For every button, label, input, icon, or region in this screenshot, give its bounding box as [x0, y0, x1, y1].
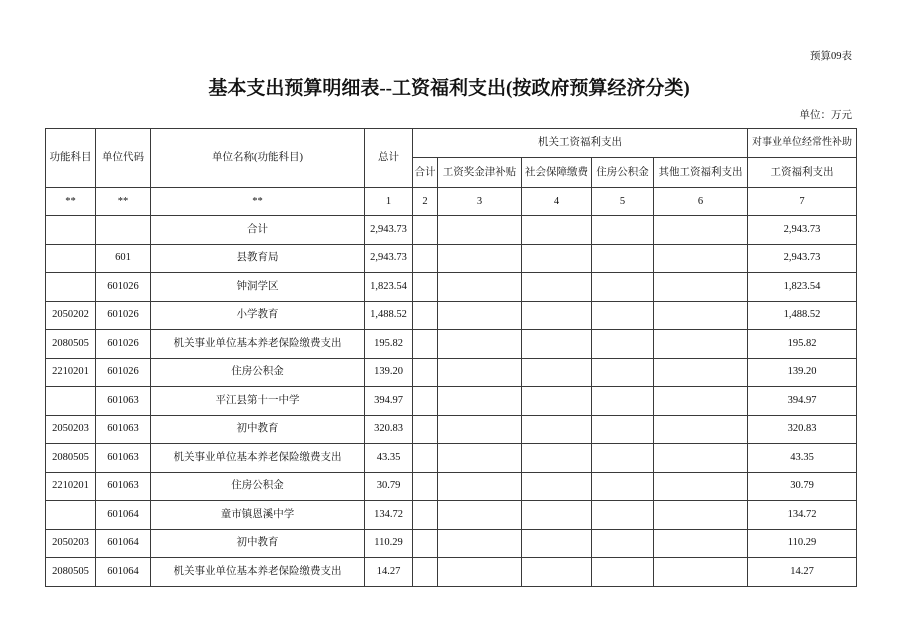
- cell-unit-name: 机关事业单位基本养老保险缴费支出: [151, 558, 365, 587]
- cell-other-welfare: [654, 216, 748, 245]
- cell-social-security: [522, 244, 592, 273]
- cell-institution-welfare: 2,943.73: [748, 216, 857, 245]
- cell-housing-fund: [592, 472, 654, 501]
- cell-other-welfare: 6: [654, 188, 748, 216]
- cell-total: 1: [365, 188, 413, 216]
- cell-total: 2,943.73: [365, 244, 413, 273]
- cell-unit-code: 601063: [96, 472, 151, 501]
- header-subtotal: 合计: [413, 158, 438, 188]
- cell-housing-fund: [592, 358, 654, 387]
- cell-total: 139.20: [365, 358, 413, 387]
- cell-subtotal: [413, 301, 438, 330]
- header-housing-fund: 住房公积金: [592, 158, 654, 188]
- cell-institution-welfare: 1,488.52: [748, 301, 857, 330]
- cell-total: 14.27: [365, 558, 413, 587]
- cell-other-welfare: [654, 273, 748, 302]
- cell-func-subject: 2080505: [46, 444, 96, 473]
- header-unit-name: 单位名称(功能科目): [151, 129, 365, 188]
- table-row: [46, 358, 857, 387]
- cell-institution-welfare: 1,823.54: [748, 273, 857, 302]
- header-func-subject: 功能科目: [46, 129, 96, 188]
- cell-wage-bonus: [438, 387, 522, 416]
- cell-unit-code: 601026: [96, 301, 151, 330]
- cell-other-welfare: [654, 472, 748, 501]
- cell-unit-code: 601026: [96, 330, 151, 359]
- cell-wage-bonus: [438, 358, 522, 387]
- table-row: [46, 330, 857, 359]
- cell-social-security: [522, 358, 592, 387]
- cell-other-welfare: [654, 558, 748, 587]
- header-wage-bonus: 工资奖金津补贴: [438, 158, 522, 188]
- cell-subtotal: 2: [413, 188, 438, 216]
- cell-social-security: [522, 330, 592, 359]
- cell-housing-fund: 5: [592, 188, 654, 216]
- cell-unit-name: 初中教育: [151, 415, 365, 444]
- cell-institution-welfare: 43.35: [748, 444, 857, 473]
- cell-other-welfare: [654, 301, 748, 330]
- cell-unit-name: 县教育局: [151, 244, 365, 273]
- cell-total: 2,943.73: [365, 216, 413, 245]
- cell-institution-welfare: 14.27: [748, 558, 857, 587]
- header-total: 总计: [365, 129, 413, 188]
- header-institution-welfare: 工资福利支出: [748, 158, 857, 188]
- cell-total: 43.35: [365, 444, 413, 473]
- cell-wage-bonus: [438, 558, 522, 587]
- cell-subtotal: [413, 273, 438, 302]
- cell-institution-welfare: 320.83: [748, 415, 857, 444]
- cell-func-subject: 2050202: [46, 301, 96, 330]
- table-row: [46, 301, 857, 330]
- cell-unit-code: 601063: [96, 387, 151, 416]
- table-row: [46, 444, 857, 473]
- header-unit-code: 单位代码: [96, 129, 151, 188]
- cell-social-security: [522, 387, 592, 416]
- table-header: [46, 129, 857, 188]
- cell-social-security: [522, 216, 592, 245]
- cell-unit-name: 童市镇恩溪中学: [151, 501, 365, 530]
- cell-unit-name: 初中教育: [151, 529, 365, 558]
- cell-institution-welfare: 394.97: [748, 387, 857, 416]
- cell-unit-name: 住房公积金: [151, 472, 365, 501]
- table-row: [46, 273, 857, 302]
- cell-wage-bonus: 3: [438, 188, 522, 216]
- cell-social-security: [522, 529, 592, 558]
- cell-func-subject: 2050203: [46, 529, 96, 558]
- unit-label: 单位：万元: [799, 110, 852, 121]
- cell-wage-bonus: [438, 472, 522, 501]
- table-body: [46, 188, 857, 587]
- budget-table: [45, 128, 857, 587]
- cell-unit-name: 小学教育: [151, 301, 365, 330]
- cell-subtotal: [413, 330, 438, 359]
- cell-other-welfare: [654, 415, 748, 444]
- cell-social-security: [522, 273, 592, 302]
- cell-subtotal: [413, 529, 438, 558]
- cell-subtotal: [413, 415, 438, 444]
- cell-subtotal: [413, 387, 438, 416]
- cell-social-security: [522, 444, 592, 473]
- table-row: [46, 387, 857, 416]
- cell-subtotal: [413, 558, 438, 587]
- cell-other-welfare: [654, 529, 748, 558]
- cell-other-welfare: [654, 501, 748, 530]
- cell-unit-code: 601064: [96, 558, 151, 587]
- cell-func-subject: 2080505: [46, 558, 96, 587]
- cell-func-subject: **: [46, 188, 96, 216]
- table-row: [46, 558, 857, 587]
- cell-func-subject: [46, 387, 96, 416]
- cell-func-subject: 2080505: [46, 330, 96, 359]
- cell-subtotal: [413, 472, 438, 501]
- table-row: [46, 216, 857, 245]
- cell-func-subject: [46, 273, 96, 302]
- table-row: [46, 244, 857, 273]
- cell-subtotal: [413, 358, 438, 387]
- cell-unit-code: 601063: [96, 444, 151, 473]
- cell-total: 394.97: [365, 387, 413, 416]
- header-row-1: [46, 129, 857, 158]
- cell-unit-code: 601064: [96, 529, 151, 558]
- cell-housing-fund: [592, 216, 654, 245]
- cell-subtotal: [413, 244, 438, 273]
- cell-social-security: [522, 301, 592, 330]
- cell-func-subject: 2210201: [46, 358, 96, 387]
- cell-unit-name: 合计: [151, 216, 365, 245]
- cell-subtotal: [413, 216, 438, 245]
- cell-unit-name: 住房公积金: [151, 358, 365, 387]
- cell-institution-welfare: 139.20: [748, 358, 857, 387]
- cell-unit-code: 601: [96, 244, 151, 273]
- cell-social-security: [522, 472, 592, 501]
- cell-unit-code: **: [96, 188, 151, 216]
- table-row: [46, 472, 857, 501]
- header-group-institution-subsidy: 对事业单位经常性补助: [748, 129, 857, 158]
- cell-unit-code: [96, 216, 151, 245]
- cell-other-welfare: [654, 444, 748, 473]
- cell-institution-welfare: 195.82: [748, 330, 857, 359]
- cell-housing-fund: [592, 244, 654, 273]
- cell-housing-fund: [592, 301, 654, 330]
- cell-wage-bonus: [438, 415, 522, 444]
- cell-other-welfare: [654, 244, 748, 273]
- cell-func-subject: [46, 501, 96, 530]
- cell-unit-name: 平江县第十一中学: [151, 387, 365, 416]
- cell-wage-bonus: [438, 501, 522, 530]
- cell-wage-bonus: [438, 529, 522, 558]
- cell-institution-welfare: 7: [748, 188, 857, 216]
- cell-subtotal: [413, 501, 438, 530]
- cell-housing-fund: [592, 387, 654, 416]
- cell-total: 195.82: [365, 330, 413, 359]
- header-group-admin-welfare: 机关工资福利支出: [413, 129, 748, 158]
- header-other-welfare: 其他工资福利支出: [654, 158, 748, 188]
- cell-other-welfare: [654, 387, 748, 416]
- cell-total: 30.79: [365, 472, 413, 501]
- cell-total: 110.29: [365, 529, 413, 558]
- cell-housing-fund: [592, 273, 654, 302]
- cell-housing-fund: [592, 415, 654, 444]
- cell-unit-name: 机关事业单位基本养老保险缴费支出: [151, 330, 365, 359]
- cell-unit-code: 601064: [96, 501, 151, 530]
- cell-housing-fund: [592, 501, 654, 530]
- cell-housing-fund: [592, 529, 654, 558]
- cell-unit-code: 601026: [96, 273, 151, 302]
- cell-wage-bonus: [438, 301, 522, 330]
- page-title: 基本支出预算明细表--工资福利支出(按政府预算经济分类): [208, 78, 690, 99]
- cell-subtotal: [413, 444, 438, 473]
- cell-unit-code: 601026: [96, 358, 151, 387]
- cell-unit-name: **: [151, 188, 365, 216]
- cell-wage-bonus: [438, 244, 522, 273]
- cell-institution-welfare: 30.79: [748, 472, 857, 501]
- table-number-label: 预算09表: [810, 51, 852, 62]
- cell-total: 134.72: [365, 501, 413, 530]
- cell-housing-fund: [592, 444, 654, 473]
- cell-institution-welfare: 134.72: [748, 501, 857, 530]
- cell-other-welfare: [654, 330, 748, 359]
- cell-unit-code: 601063: [96, 415, 151, 444]
- cell-wage-bonus: [438, 444, 522, 473]
- cell-func-subject: [46, 244, 96, 273]
- cell-social-security: [522, 415, 592, 444]
- cell-social-security: 4: [522, 188, 592, 216]
- cell-social-security: [522, 558, 592, 587]
- cell-total: 1,823.54: [365, 273, 413, 302]
- table-row: [46, 415, 857, 444]
- cell-total: 320.83: [365, 415, 413, 444]
- cell-unit-name: 机关事业单位基本养老保险缴费支出: [151, 444, 365, 473]
- cell-housing-fund: [592, 330, 654, 359]
- cell-institution-welfare: 2,943.73: [748, 244, 857, 273]
- cell-wage-bonus: [438, 273, 522, 302]
- cell-func-subject: 2050203: [46, 415, 96, 444]
- header-social-security: 社会保障缴费: [522, 158, 592, 188]
- table-row: [46, 529, 857, 558]
- cell-unit-name: 钟洞学区: [151, 273, 365, 302]
- cell-institution-welfare: 110.29: [748, 529, 857, 558]
- cell-wage-bonus: [438, 330, 522, 359]
- cell-housing-fund: [592, 558, 654, 587]
- cell-func-subject: 2210201: [46, 472, 96, 501]
- cell-wage-bonus: [438, 216, 522, 245]
- cell-social-security: [522, 501, 592, 530]
- table-row: [46, 501, 857, 530]
- cell-total: 1,488.52: [365, 301, 413, 330]
- index-row: [46, 188, 857, 216]
- cell-other-welfare: [654, 358, 748, 387]
- cell-func-subject: [46, 216, 96, 245]
